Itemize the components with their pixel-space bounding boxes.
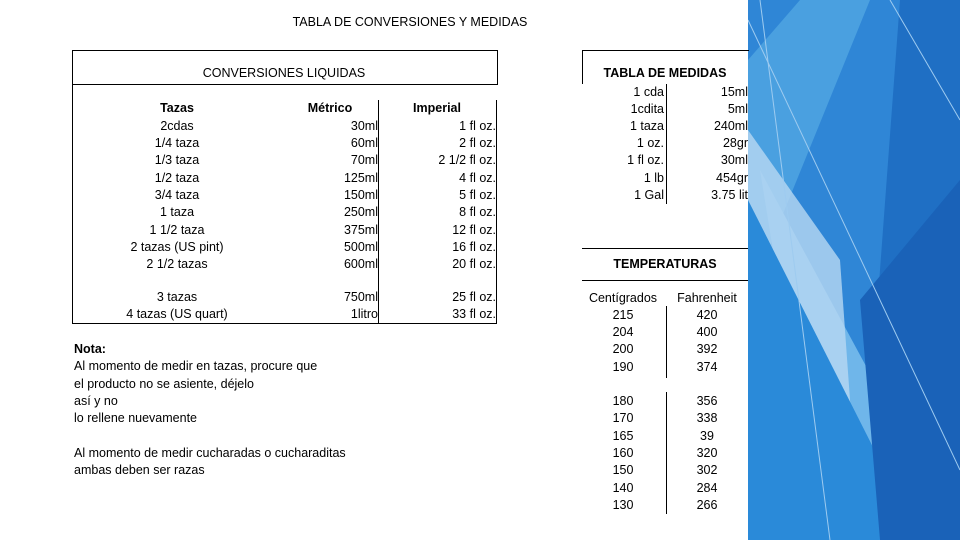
liquid-imperial: 4 fl oz. [459, 171, 496, 185]
note-line: Al momento de medir en tazas, procure que [74, 359, 318, 373]
measure-unit: 1 taza [629, 119, 664, 133]
note-line: ambas deben ser razas [74, 463, 205, 477]
liquid-cups: 1/3 taza [154, 153, 200, 167]
liquid-imperial: 25 fl oz. [452, 290, 496, 304]
liquid-heading: CONVERSIONES LIQUIDAS [202, 66, 366, 80]
temp-fahrenheit: 356 [696, 394, 718, 408]
liquid-cups: 2 1/2 tazas [146, 257, 208, 271]
measure-unit: 1 cda [633, 85, 664, 99]
measures-col-divider [666, 84, 667, 204]
measure-value: 5ml [727, 102, 748, 116]
liquid-imperial: 5 fl oz. [459, 188, 496, 202]
temp-fahrenheit: 266 [696, 498, 718, 512]
temp-celsius: 204 [612, 325, 634, 339]
measure-unit: 1 lb [643, 171, 664, 185]
liquid-metric: 150ml [343, 188, 378, 202]
note-line: lo rellene nuevamente [74, 411, 197, 425]
measures-heading: TABLA DE MEDIDAS [603, 66, 727, 80]
liquid-cups: 3/4 taza [154, 188, 200, 202]
temp-header-celsius: Centígrados [588, 291, 658, 305]
liquid-imperial: 1 fl oz. [459, 119, 496, 133]
liquid-cups: 2 tazas (US pint) [130, 240, 224, 254]
liquid-imperial: 20 fl oz. [452, 257, 496, 271]
liquid-metric: 70ml [350, 153, 378, 167]
liquid-imperial: 2 fl oz. [459, 136, 496, 150]
temp-fahrenheit: 320 [696, 446, 718, 460]
temp-celsius: 170 [612, 411, 634, 425]
temp-celsius: 160 [612, 446, 634, 460]
measure-unit: 1 fl oz. [627, 153, 664, 167]
liquid-metric: 125ml [343, 171, 378, 185]
measure-value: 3.75 lit [711, 188, 748, 202]
temp-celsius: 130 [612, 498, 634, 512]
liquid-imperial: 33 fl oz. [452, 307, 496, 321]
liquid-imperial: 2 1/2 fl oz. [438, 153, 496, 167]
liquid-metric: 500ml [343, 240, 378, 254]
temp-fahrenheit: 284 [696, 481, 718, 495]
measure-value: 454gr [716, 171, 748, 185]
temperatures-top-border [582, 248, 748, 249]
temperatures-col-divider-b [666, 392, 667, 514]
liquid-bottom-border [72, 323, 496, 324]
liquid-cups: 1/4 taza [154, 136, 200, 150]
temp-celsius: 180 [612, 394, 634, 408]
measure-value: 240ml [713, 119, 748, 133]
temp-celsius: 215 [612, 308, 634, 322]
liquid-cups: 1 taza [159, 205, 195, 219]
temp-header-fahrenheit: Fahrenheit [677, 291, 737, 305]
liquid-imperial: 16 fl oz. [452, 240, 496, 254]
note-line: Al momento de medir cucharadas o cucharaditas [74, 446, 346, 460]
liquid-imperial: 8 fl oz. [459, 205, 496, 219]
temp-fahrenheit: 420 [696, 308, 718, 322]
temp-celsius: 140 [612, 481, 634, 495]
temperatures-heading-border [582, 280, 748, 281]
measure-unit: 1 oz. [636, 136, 664, 150]
temp-fahrenheit: 39 [700, 429, 714, 443]
temp-celsius: 150 [612, 463, 634, 477]
liquid-header-metric: Métrico [307, 101, 353, 115]
note-line: el producto no se asiente, déjelo [74, 377, 254, 391]
temp-celsius: 190 [612, 360, 634, 374]
note-label: Nota: [74, 342, 106, 356]
liquid-metric: 30ml [350, 119, 378, 133]
liquid-header-imperial: Imperial [413, 101, 461, 115]
measure-value: 30ml [720, 153, 748, 167]
liquid-cups: 1/2 taza [154, 171, 200, 185]
temp-celsius: 200 [612, 342, 634, 356]
liquid-metric: 1litro [350, 307, 378, 321]
liquid-col-divider-2 [496, 100, 497, 324]
measure-value: 15ml [720, 85, 748, 99]
page-title: TABLA DE CONVERSIONES Y MEDIDAS [292, 15, 528, 29]
temperatures-heading: TEMPERATURAS [613, 257, 717, 271]
liquid-imperial: 12 fl oz. [452, 223, 496, 237]
liquid-cups: 2cdas [160, 119, 194, 133]
temp-fahrenheit: 338 [696, 411, 718, 425]
liquid-metric: 750ml [343, 290, 378, 304]
measure-value: 28gr [722, 136, 748, 150]
temp-celsius: 165 [612, 429, 634, 443]
liquid-cups: 4 tazas (US quart) [126, 307, 228, 321]
liquid-header-cups: Tazas [160, 101, 194, 115]
temperatures-col-divider-a [666, 306, 667, 378]
liquid-metric: 375ml [343, 223, 378, 237]
liquid-metric: 600ml [343, 257, 378, 271]
measure-unit: 1cdita [630, 102, 664, 116]
liquid-metric: 250ml [343, 205, 378, 219]
liquid-metric: 60ml [350, 136, 378, 150]
note-line: así y no [74, 394, 118, 408]
temp-fahrenheit: 374 [696, 360, 718, 374]
measure-unit: 1 Gal [634, 188, 664, 202]
liquid-cups: 3 tazas [156, 290, 198, 304]
temp-fahrenheit: 302 [696, 463, 718, 477]
temp-fahrenheit: 400 [696, 325, 718, 339]
temp-fahrenheit: 392 [696, 342, 718, 356]
liquid-cups: 1 1/2 taza [149, 223, 205, 237]
